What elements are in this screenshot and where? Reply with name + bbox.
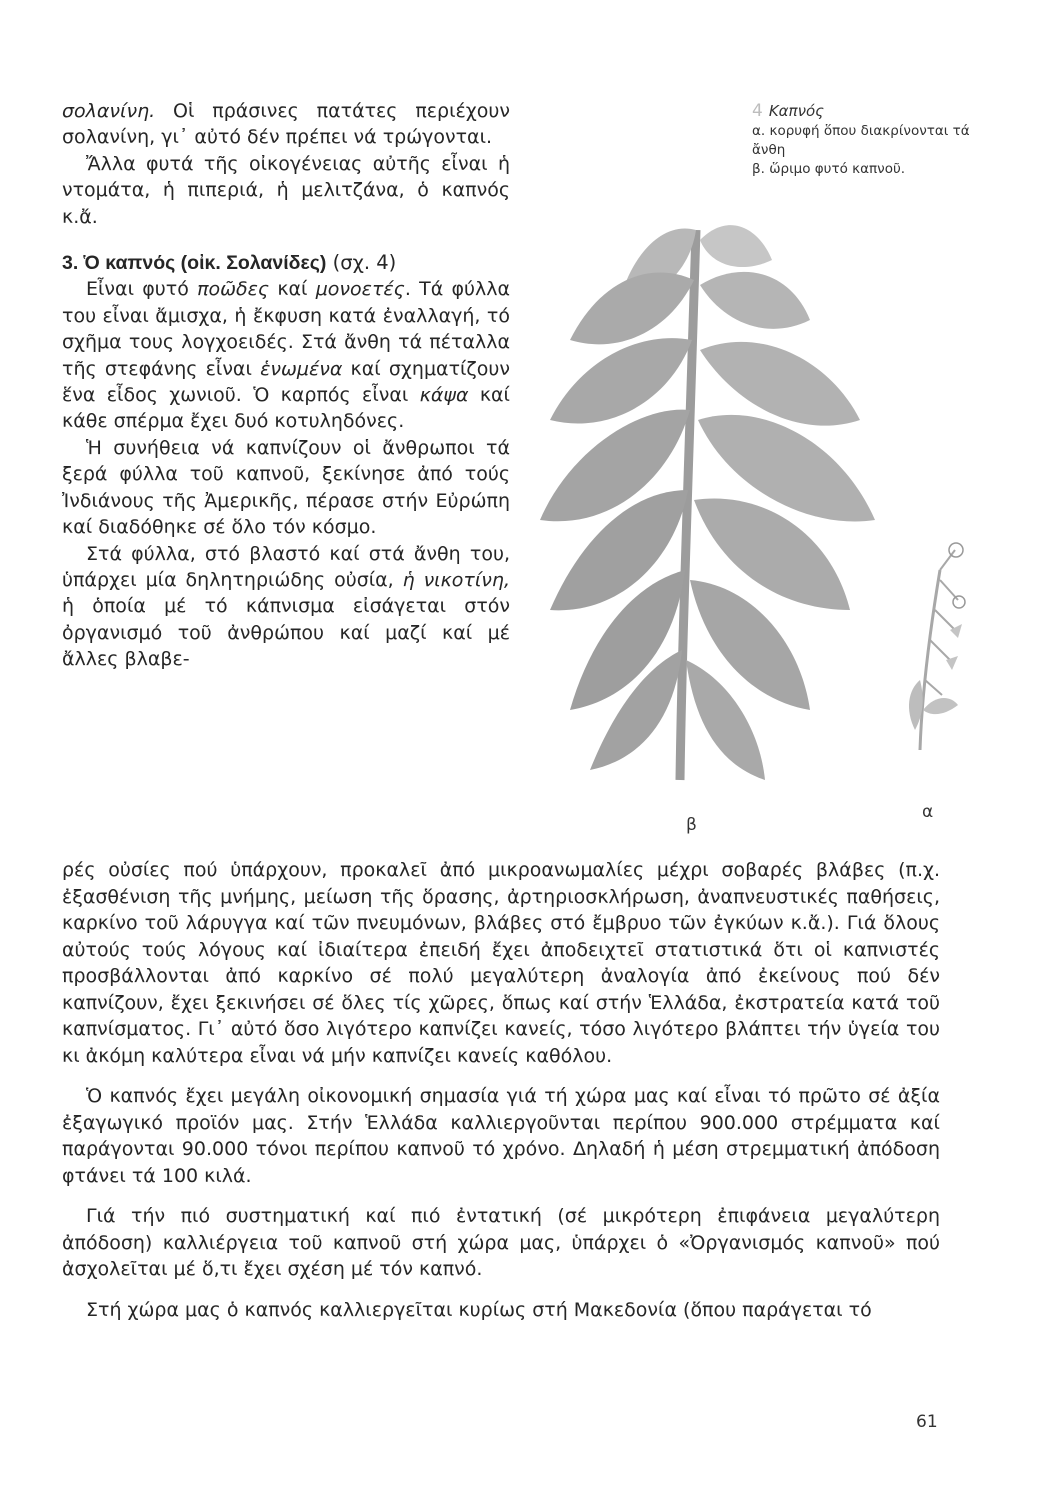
paragraph-economy: Ὁ καπνός ἔχει μεγάλη οἰκονομική σημασία γιά τή χώρα μας καί εἶναι τό πρῶτο σέ ἀξία ἐξαγωγικό προϊόν μας. Στήν Ἑλλάδα καλλιεργοῦνται περίπου 900.000 στρέμματα καί παράγονται 90.000 τόνοι περίπου καπνοῦ τό χρόνο. Δηλαδή ἡ μέση στρεμματική ἀπόδοση φτάνει τά 100 κιλά.: [62, 1085, 940, 1187]
page-number: 61: [916, 1412, 938, 1432]
paragraph-macedonia: Στή χώρα μας ὁ καπνός καλλιεργεῖται κυρίως στή Μακεδονία (ὅπου παράγεται τό: [86, 1298, 872, 1321]
caption-item-a: α. κορυφή ὅπου διακρίνονται τά ἄνθη: [752, 123, 970, 158]
paragraph-history: Ἡ συνήθεια νά καπνίζουν οἱ ἄνθρωποι τά ξερά φύλλα τοῦ καπνοῦ, ξεκίνησε ἀπό τούς Ἰνδιάνους τῆς Ἀμερικῆς, πέρασε στήν Εὐρώπη καί διαδόθηκε σέ ὅλο τόν κόσμο.: [62, 436, 510, 539]
paragraph-description: Εἶναι φυτό ποῶδες καί μονοετές. Τά φύλλα του εἶναι ἄμισχα, ἡ ἔκφυση κατά ἐναλλαγή, τό σχῆμα τους λογχοειδές. Στά ἄνθη τά πέταλλα τῆς στεφάνης εἶναι ἑνωμένα καί σχηματίζουν ἕνα εἶδος χωνιοῦ. Ὁ καρπός εἶναι κάψα καί κάθε σπέρμα ἔχει δυό κοτυληδόνες.: [62, 278, 510, 433]
figure-caption: [752, 102, 972, 179]
figure-label-alpha: α: [922, 802, 934, 822]
paragraph-nicotine: Στά φύλλα, στό βλαστό καί στά ἄνθη του, ὑπάρχει μία δηλητηριώδης οὐσία, ἡ νικοτίνη, ἡ ὁποία μέ τό κάπνισμα εἰσάγεται στόν ὀργανισμό τοῦ ἀνθρώπου καί μαζί καί μέ ἄλλες βλαβε-: [62, 542, 510, 671]
paragraph-other-plants: Ἄλλα φυτά τῆς οἰκογένειας αὐτῆς εἶναι ἡ ντομάτα, ἡ πιπεριά, ἡ μελιτζάνα, ὁ καπνός κ.ἄ.: [62, 152, 510, 228]
figure-number: 4: [752, 101, 763, 121]
paragraph-nicotine-continued: ρές οὐσίες πού ὑπάρχουν, προκαλεῖ ἀπό μικροανωμαλίες μέχρι σοβαρές βλάβες (π.χ. ἐξασθένιση τῆς μνήμης, μείωση τῆς ὅρασης, ἀρτηριοσκλήρωση, ἀναπνευστικές παθήσεις, καρκίνο τοῦ λάρυγγα καί τῶν πνευμόνων, βλάβες στό ἔμβρυο τῶν ἐγκύων κ.ἄ.). Γιά ὅλους αὐτούς τούς λόγους καί ἰδιαίτερα ἐπειδή ἔχει ἀποδειχτεῖ στατιστικά ὅτι οἱ καπνιστές προσβάλλονται ἀπό καρκίνο σέ πολύ μεγαλύτερη ἀναλογία ἀπό ἐκείνους πού δέν καπνίζουν, ἔχει ξεκινήσει σέ ὅλες τίς χῶρες, ὅπως καί στήν Ἑλλάδα, ἐκστρατεία κατά τοῦ καπνίσματος. Γι᾽ αὐτό ὅσο λιγότερο καπνίζει κανείς, τόσο λιγότερο βλάπτει τήν ὑγεία του κι ἀκόμη καλύτερα εἶναι νά μήν καπνίζει κανείς καθόλου.: [62, 859, 940, 1067]
caption-item-b: β. ὥριμο φυτό καπνοῦ.: [752, 161, 906, 177]
figure-title: Καπνός: [768, 102, 824, 120]
full-width-text: [62, 857, 940, 1323]
mature-tobacco-plant: [540, 225, 875, 780]
left-column-text: [62, 98, 510, 673]
paragraph-solanine: σολανίνη. Οἱ πράσινες πατάτες περιέχουν σολανίνη, γι᾽ αὐτό δέν πρέπει νά τρώγονται.: [62, 100, 510, 149]
section-heading: 3. Ὁ καπνός (οἰκ. Σολανίδες) (σχ. 4): [62, 251, 397, 275]
tobacco-plant-illustration: [510, 190, 970, 830]
paragraph-organization: Γιά τήν πιό συστηματική καί πιό ἐντατική (σέ μικρότερη ἐπιφάνεια μεγαλύτερη ἀπόδοση) καλλιέργεια τοῦ καπνοῦ στή χώρα μας, ὑπάρχει ὁ «Ὀργανισμός καπνοῦ» πού ἀσχολεῖται μέ ὅ,τι ἔχει σχέση μέ τόν καπνό.: [62, 1205, 940, 1280]
tobacco-flowering-top: [909, 543, 965, 750]
figure-label-beta: β: [686, 815, 697, 835]
